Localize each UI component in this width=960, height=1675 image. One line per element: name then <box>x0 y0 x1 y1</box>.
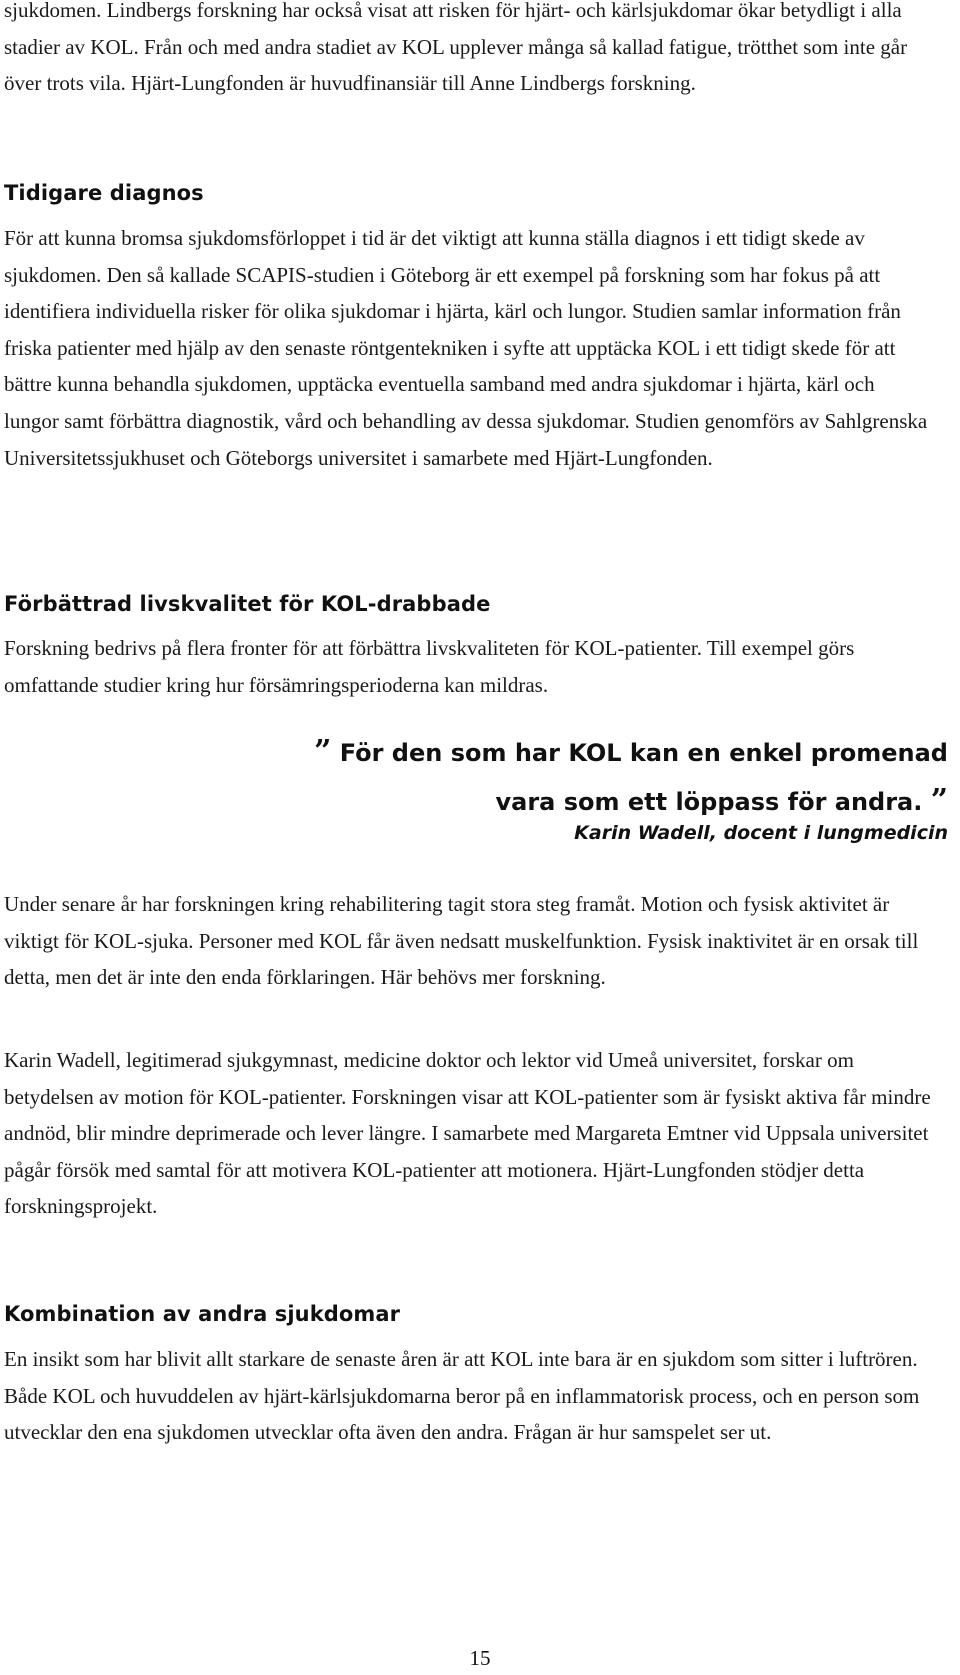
section-heading-livskvalitet: Förbättrad livskvalitet för KOL-drabbade <box>4 592 491 616</box>
pull-quote <box>314 728 948 826</box>
section-heading-kombination: Kombination av andra sjukdomar <box>4 1302 401 1326</box>
intro-paragraph: sjukdomen. Lindbergs forskning har också visat att risken för hjärt- och kärlsjukdomar ökar betydligt i alla stadier av KOL. Från och med andra stadiet av KOL upplever många så kallad fatigue, trötthet som inte går över trots vila. Hjärt-Lungfonden är huvudfinansiär till Anne Lindbergs forskning. <box>4 0 908 96</box>
pull-quote-attribution: Karin Wadell, docent i lungmedicin <box>574 822 948 844</box>
body-paragraph-scapis: För att kunna bromsa sjukdomsförloppet i tid är det viktigt att kunna ställa diagnos i ett tidigt skede av sjukdomen. Den så kallade SCAPIS-studien i Göteborg är ett exempel på forskning som har fokus på att identifiera individuella risker för olika sjukdomar i hjärta, kärl och lungor. Studien samlar information från friska patienter med hjälp av den senaste röntgentekniken i syfte att upptäcka KOL i ett tidigt skede för att bättre kunna behandla sjukdomen, upptäcka eventuella samband med andra sjukdomar i hjärta, kärl och lungor samt förbättra diagnostik, vård och behandling av dessa sjukdomar. Studien genomförs av Sahlgrenska Universitetssjukhuset och Göteborgs universitet i samarbete med Hjärt-Lungfonden. <box>4 226 928 470</box>
page-number: 15 <box>469 1646 491 1670</box>
open-quote-mark: ” <box>314 734 332 769</box>
body-paragraph-fronter: Forskning bedrivs på flera fronter för att förbättra livskvaliteten för KOL-patienter. Till exempel görs omfattande studier kring hur försämringsperioderna kan mildras. <box>4 636 855 697</box>
body-paragraph-karin-wadell: Karin Wadell, legitimerad sjukgymnast, medicine doktor och lektor vid Umeå universitet, forskar om betydelsen av motion för KOL-patienter. Forskningen visar att KOL-patienter som är fysiskt aktiva får mindre andnöd, blir mindre deprimerade och lever längre. I samarbete med Margareta Emtner vid Uppsala universitet pågår försök med samtal för att motivera KOL-patienter att motionera. Hjärt-Lungfonden stödjer detta forskningsprojekt. <box>4 1048 931 1219</box>
pull-quote-line-1: ” För den som har KOL kan en enkel promenad <box>314 734 948 769</box>
section-heading-tidigare-diagnos: Tidigare diagnos <box>4 181 204 205</box>
body-paragraph-rehabilitering: Under senare år har forskningen kring rehabilitering tagit stora steg framåt. Motion och fysisk aktivitet är viktigt för KOL-sjuka. Personer med KOL får även nedsatt muskelfunktion. Fysisk inaktivitet är en orsak till detta, men det är inte den enda förklaringen. Här behövs mer forskning. <box>4 892 919 990</box>
pull-quote-line-2: vara som ett löppass för andra. ” <box>495 783 948 818</box>
close-quote-mark: ” <box>930 783 948 818</box>
body-paragraph-insikt: En insikt som har blivit allt starkare de senaste åren är att KOL inte bara är en sjukdom som sitter i luftrören. Både KOL och huvuddelen av hjärt-kärlsjukdomarna beror på en inflammatorisk process, och en person som utvecklar den ena sjukdomen utvecklar ofta även den andra. Frågan är hur samspelet ser ut. <box>4 1347 920 1445</box>
